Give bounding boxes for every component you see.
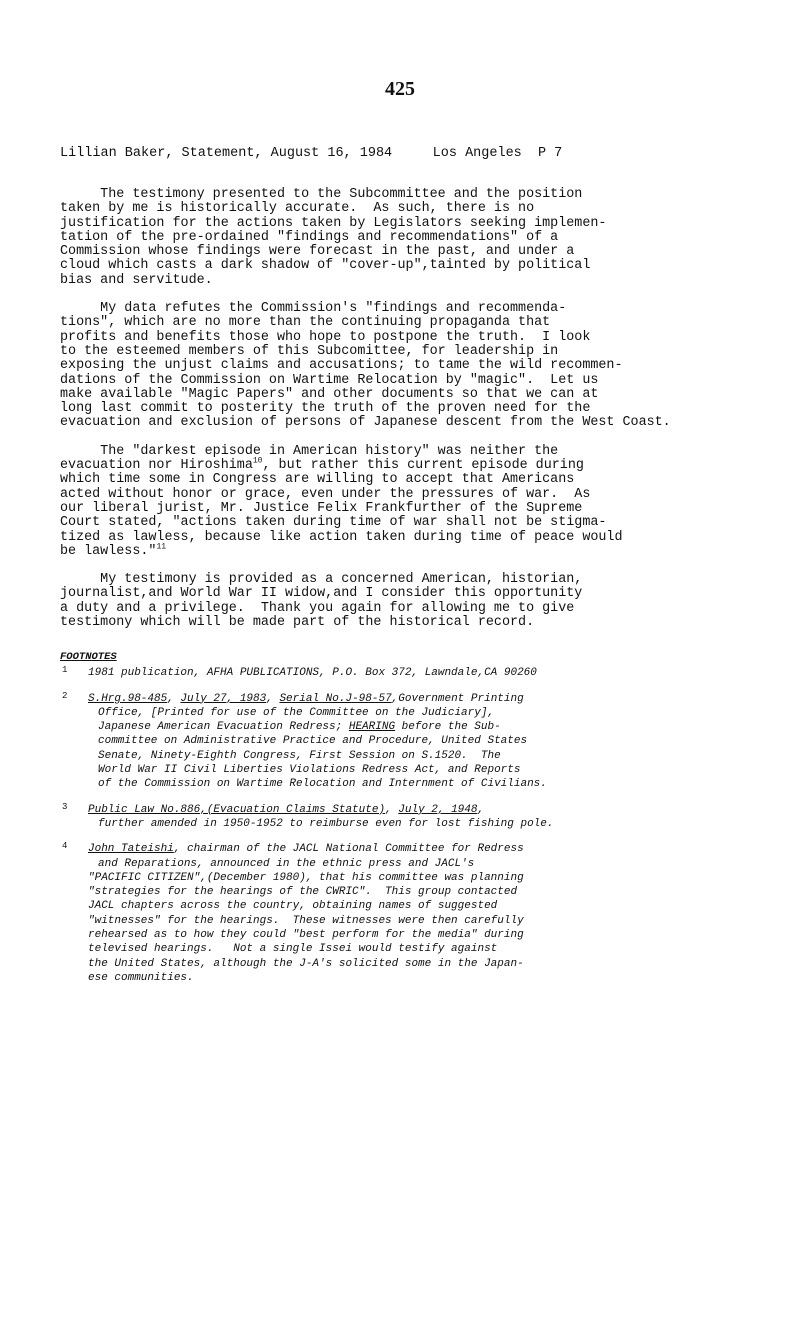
footnote-line: "strategies for the hearings of the CWRIC". This group contacted — [88, 886, 518, 899]
text-line: a duty and a privilege. Thank you again for allowing me to give — [60, 600, 575, 616]
text-line: dations of the Commission on Wartime Relocation by "magic". Let us — [60, 372, 599, 388]
footnotes-section — [60, 650, 760, 996]
footnote-line: and Reparations, announced in the ethnic press and JACL's — [98, 857, 475, 870]
text-line: tions", which are no more than the continuing propaganda that — [60, 315, 551, 331]
citation-segment: Japanese American Evacuation Redress; — [98, 721, 343, 734]
footnote-line: "PACIFIC CITIZEN",(December 1980), that his committee was planning — [88, 871, 524, 884]
footnote-ref-11: 11 — [156, 542, 167, 552]
text-line: The testimony presented to the Subcommittee and the position — [60, 187, 583, 202]
text-line: Court stated, "actions taken during time of war shall not be stigma- — [60, 515, 607, 531]
text-line: The "darkest episode in American history" was neither the — [60, 443, 559, 459]
text-line: taken by me is historically accurate. As such, there is no — [60, 201, 535, 217]
footnote-line: "witnesses" for the hearings. These witnesses were then carefully — [88, 914, 524, 927]
text-line: evacuation and exclusion of persons of Japanese descent from the West Coast. — [60, 415, 671, 431]
text-line — [60, 542, 780, 559]
page-number: 425 — [385, 78, 415, 100]
text-line: cloud which casts a dark shadow of "cover-up",tainted by political — [60, 258, 591, 274]
text-segment: , but rather this current episode during — [262, 458, 584, 474]
text-line: My data refutes the Commission's "findings and recommenda- — [60, 301, 567, 317]
footnote-line: Office, [Printed for use of the Committee on the Judiciary], — [98, 706, 495, 719]
citation-segment: ,Government Printing — [391, 692, 524, 705]
citation-segment: , — [477, 803, 485, 816]
footnote-line — [88, 720, 760, 734]
citation-segment: , chairman of the JACL National Committee for Redress — [173, 843, 524, 856]
statement-body — [60, 188, 780, 644]
paragraph-4 — [60, 573, 780, 630]
text-line: journalist,and World War II widow,and I consider this opportunity — [60, 586, 583, 602]
footnote-line: 1981 publication, AFHA PUBLICATIONS, P.O. Box 372, Lawndale,CA 90260 — [88, 667, 537, 680]
text-line: testimony which will be made part of the historical record. — [60, 615, 535, 631]
footnote-ref-10: 10 — [252, 456, 263, 466]
citation-segment: S.Hrg.98-485 — [88, 692, 168, 705]
footnote-number: 3 — [62, 801, 68, 812]
text-line: to the esteemed members of this Subcomittee, for leadership in — [60, 343, 559, 359]
footnote-line: rehearsed as to how they could "best perform for the media" during — [88, 929, 524, 942]
citation-segment: before the Sub- — [395, 721, 501, 734]
text-line: Commission whose findings were forecast in the past, and under a — [60, 244, 575, 260]
citation-segment: Serial No.J-98-57 — [279, 692, 392, 705]
text-line: tation of the pre-ordained "findings and recommendations" of a — [60, 229, 559, 245]
footnotes-heading: FOOTNOTES — [60, 651, 117, 663]
footnote-line — [88, 692, 760, 706]
text-line: profits and benefits those who hope to postpone the truth. I look — [60, 329, 591, 345]
footnote-number: 1 — [62, 665, 68, 676]
footnote-line: televised hearings. Not a single Issei would testify against — [88, 943, 498, 956]
citation-segment: , — [266, 692, 280, 705]
text-line: tized as lawless, because like action taken during time of peace would — [60, 529, 623, 545]
citation-segment: Public Law No.886,(Evacuation Claims Statute) — [88, 803, 386, 816]
footnote-4 — [60, 842, 760, 985]
footnote-line — [88, 803, 760, 817]
citation-segment: , — [385, 803, 399, 816]
text-line: acted without honor or grace, even under the pressures of war. As — [60, 486, 591, 502]
citation-segment: July 2, 1948 — [398, 803, 478, 816]
text-line — [60, 456, 780, 474]
text-segment: be lawless." — [60, 543, 157, 559]
document-header: Lillian Baker, Statement, August 16, 1984 Los Angeles P 7 — [60, 146, 563, 161]
footnote-number: 4 — [62, 841, 68, 852]
footnote-3 — [60, 803, 760, 832]
footnote-line: World War II Civil Liberties Violations Redress Act, and Reports — [98, 764, 521, 777]
footnote-1 — [60, 666, 760, 680]
footnote-2 — [60, 692, 760, 792]
citation-segment: HEARING — [348, 721, 396, 734]
text-line: My testimony is provided as a concerned American, historian, — [60, 572, 583, 588]
footnote-line — [88, 842, 760, 856]
text-line: justification for the actions taken by Legislators seeking implemen- — [60, 215, 607, 231]
text-line: exposing the unjust claims and accusations; to tame the wild recommen- — [60, 358, 623, 374]
citation-segment: July 27, 1983 — [180, 692, 267, 705]
paragraph-3 — [60, 445, 780, 559]
text-line: our liberal jurist, Mr. Justice Felix Frankfurther of the Supreme — [60, 500, 583, 516]
footnote-line: of the Commission on Wartime Relocation and Internment of Civilians. — [98, 778, 547, 791]
text-line: long last commit to posterity the truth of the proven need for the — [60, 401, 591, 417]
footnote-line: ese communities. — [88, 971, 194, 984]
footnote-line: JACL chapters across the country, obtaining names of suggested — [88, 900, 498, 913]
paragraph-2 — [60, 302, 780, 431]
citation-segment: , — [167, 692, 181, 705]
text-line: which time some in Congress are willing to accept that Americans — [60, 472, 575, 488]
text-line: bias and servitude. — [60, 272, 213, 288]
footnote-number: 2 — [62, 690, 68, 701]
footnote-line: Senate, Ninety-Eighth Congress, First Session on S.1520. The — [98, 749, 501, 762]
text-line: make available "Magic Papers" and other documents so that we can at — [60, 386, 599, 402]
citation-segment: John Tateishi — [88, 843, 174, 856]
footnote-line: the United States, although the J-A's solicited some in the Japan- — [88, 957, 524, 970]
footnote-line: further amended in 1950-1952 to reimburse even for lost fishing pole. — [98, 817, 554, 830]
footnote-line: committee on Administrative Practice and Procedure, United States — [98, 735, 528, 748]
paragraph-1 — [60, 188, 780, 288]
text-segment: evacuation nor Hiroshima — [60, 458, 253, 474]
